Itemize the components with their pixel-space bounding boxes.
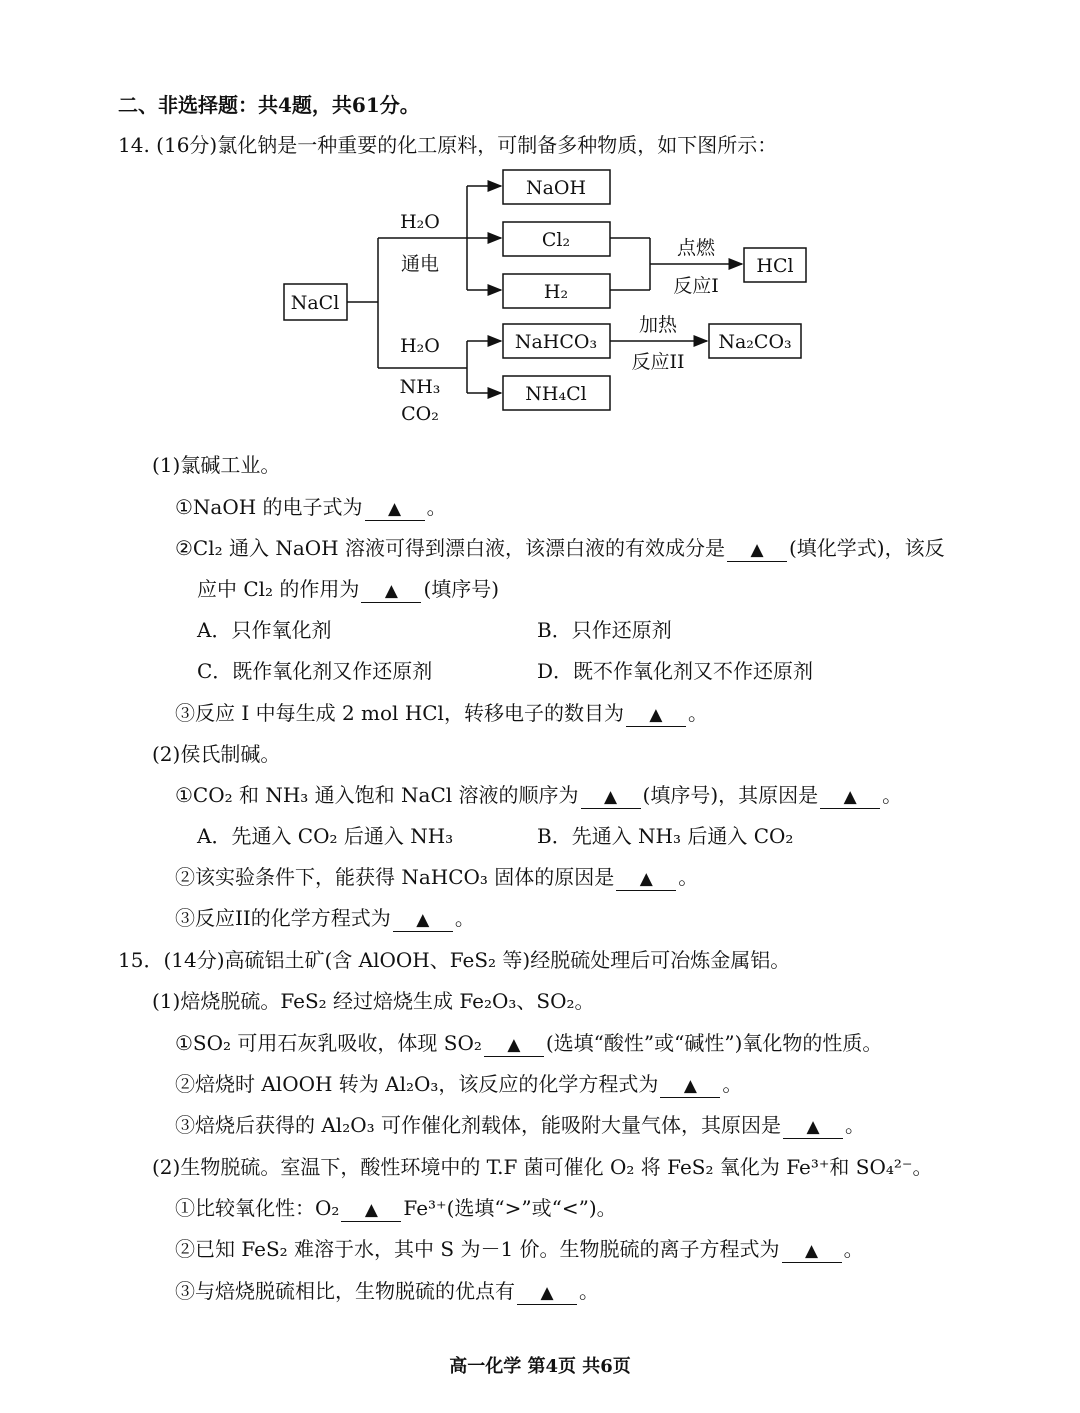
upper-cond-water: H₂O	[400, 211, 440, 233]
nacl-label: NaCl	[290, 292, 340, 314]
page-footer: 高一化学 第4页 共6页	[449, 1356, 631, 1377]
answer-blank[interactable]: ▲	[517, 1280, 577, 1305]
q14-1-3: ③反应 I 中每生成 2 mol HCl，转移电子的数目为 ▲ 。	[175, 701, 708, 725]
reaction1-condition: 点燃	[676, 237, 716, 259]
q15-1-3: ③焙烧后获得的 Al₂O₃ 可作催化剂载体，能吸附大量气体，其原因是 ▲ 。	[175, 1113, 865, 1137]
answer-blank[interactable]: ▲	[484, 1032, 544, 1057]
q14-2-1: ①CO₂ 和 NH₃ 通入饱和 NaCl 溶液的顺序为 ▲ (填序号)，其原因是 ▲ 。	[175, 783, 903, 807]
q14-1-1: ①NaOH 的电子式为 ▲ 。	[175, 495, 447, 519]
naoh-label: NaOH	[525, 177, 587, 199]
q14-1-2: ②Cl₂ 通入 NaOH 溶液可得到漂白液，该漂白液的有效成分是 ▲ (填化学式)，该反	[175, 536, 945, 560]
answer-blank[interactable]: ▲	[365, 496, 425, 521]
option-d: D．既不作氧化剂又不作还原剂	[537, 659, 814, 683]
answer-blank[interactable]: ▲	[783, 1114, 843, 1139]
nacl-flow-diagram	[0, 165, 1080, 435]
reaction2-condition: 加热	[638, 314, 678, 336]
q15-part1-title: (1)焙烧脱硫。FeS₂ 经过焙烧生成 Fe₂O₃、SO₂。	[152, 989, 595, 1013]
answer-blank[interactable]: ▲	[820, 784, 880, 809]
nahco3-label: NaHCO₃	[514, 331, 598, 353]
q14-2-option-b: B．先通入 NH₃ 后通入 CO₂	[537, 824, 794, 848]
lower-cond-water: H₂O	[400, 335, 440, 357]
hcl-label: HCl	[756, 255, 794, 277]
q14-2-3: ③反应II的化学方程式为 ▲ 。	[175, 906, 475, 930]
answer-blank[interactable]: ▲	[341, 1197, 401, 1222]
answer-blank[interactable]: ▲	[782, 1238, 842, 1263]
option-b: B．只作还原剂	[537, 618, 672, 642]
q14-1-2-cont: 应中 Cl₂ 的作用为 ▲ (填序号)	[197, 577, 500, 601]
q15-intro: 15．(14分)高硫铝土矿(含 AlOOH、FeS₂ 等)经脱硫处理后可冶炼金属铝。	[118, 948, 791, 972]
q14-2-2: ②该实验条件下，能获得 NaHCO₃ 固体的原因是 ▲ 。	[175, 865, 699, 889]
h2-label: H₂	[543, 281, 569, 303]
reaction1-name: 反应I	[673, 275, 719, 297]
q15-2-2: ②已知 FeS₂ 难溶于水，其中 S 为－1 价。生物脱硫的离子方程式为 ▲ 。	[175, 1237, 864, 1261]
q14-part2-title: (2)侯氏制碱。	[152, 742, 281, 766]
lower-cond-ammonia: NH₃	[399, 376, 441, 398]
answer-blank[interactable]: ▲	[616, 866, 676, 891]
cl2-label: Cl₂	[541, 229, 571, 251]
answer-blank[interactable]: ▲	[361, 578, 421, 603]
na2co3-label: Na₂CO₃	[718, 331, 792, 353]
upper-cond-electrolysis: 通电	[400, 253, 440, 275]
q15-part2-title: (2)生物脱硫。室温下，酸性环境中的 T.F 菌可催化 O₂ 将 FeS₂ 氧化为 Fe³⁺和 SO₄²⁻。	[152, 1155, 933, 1179]
lower-cond-co2: CO₂	[401, 403, 439, 425]
q15-2-1: ①比较氧化性：O₂ ▲ Fe³⁺(选填“>”或“<”)。	[175, 1196, 617, 1220]
q14-2-option-a: A．先通入 CO₂ 后通入 NH₃	[197, 824, 454, 848]
q15-2-3: ③与焙烧脱硫相比，生物脱硫的优点有 ▲ 。	[175, 1279, 599, 1303]
answer-blank[interactable]: ▲	[393, 907, 453, 932]
q15-1-2: ②焙烧时 AlOOH 转为 Al₂O₃，该反应的化学方程式为 ▲ 。	[175, 1072, 743, 1096]
q14-intro: 14. (16分)氯化钠是一种重要的化工原料，可制备多种物质，如下图所示：	[118, 133, 778, 157]
q15-1-1: ①SO₂ 可用石灰乳吸收，体现 SO₂ ▲ (选填“酸性”或“碱性”)氧化物的性质。	[175, 1031, 883, 1055]
section-title: 二、非选择题：共4题，共61分。	[118, 93, 420, 117]
option-c: C．既作氧化剂又作还原剂	[197, 659, 433, 683]
answer-blank[interactable]: ▲	[626, 702, 686, 727]
option-a: A．只作氧化剂	[197, 618, 332, 642]
nh4cl-label: NH₄Cl	[525, 383, 587, 405]
answer-blank[interactable]: ▲	[581, 784, 641, 809]
reaction2-name: 反应II	[631, 351, 685, 373]
answer-blank[interactable]: ▲	[727, 537, 787, 562]
answer-blank[interactable]: ▲	[660, 1073, 720, 1098]
q14-part1-title: (1)氯碱工业。	[152, 453, 281, 477]
